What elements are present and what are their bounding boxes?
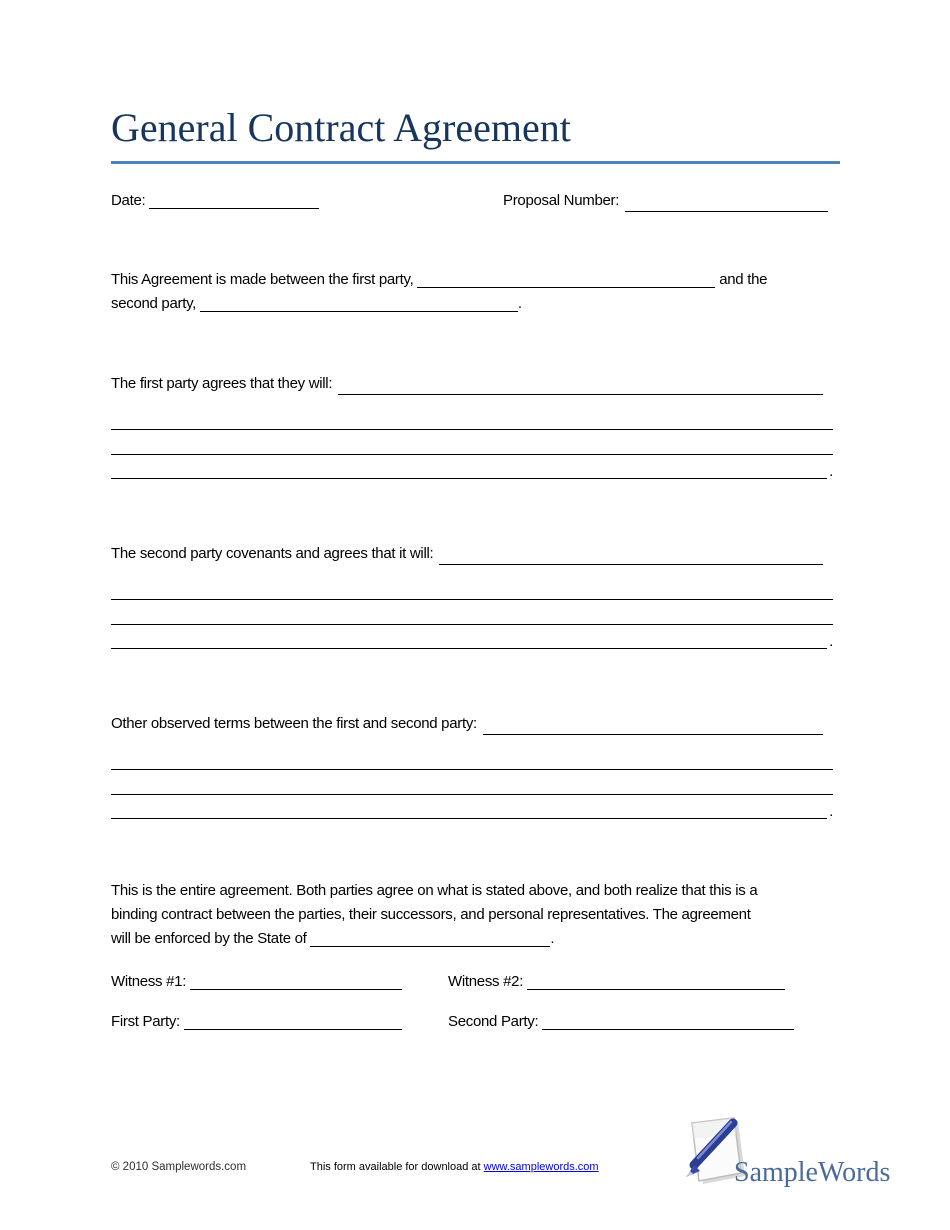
section-label: The second party covenants and agrees that it will: — [111, 545, 434, 562]
fill-in-blank[interactable] — [483, 713, 823, 735]
second-party-name-blank[interactable] — [200, 295, 518, 312]
document-content — [111, 0, 833, 1033]
witness1-blank[interactable] — [190, 973, 402, 990]
parties-paragraph — [111, 268, 833, 316]
proposal-number-blank[interactable] — [625, 190, 828, 212]
entire-agreement-paragraph — [111, 879, 833, 951]
fill-in-line[interactable] — [111, 625, 827, 649]
witness2-blank[interactable] — [527, 973, 785, 990]
proposal-number-field — [503, 190, 833, 212]
date-label: Date: — [111, 192, 146, 209]
witness-signature-row — [111, 971, 833, 993]
intro-text-3: second party, — [111, 295, 197, 312]
section-label: Other observed terms between the first and second party: — [111, 715, 477, 732]
intro-text-1: This Agreement is made between the first party, — [111, 271, 414, 288]
fill-in-line[interactable] — [111, 455, 827, 479]
date-blank[interactable] — [149, 192, 319, 209]
state-blank[interactable] — [310, 930, 550, 947]
download-notice — [310, 1160, 599, 1174]
fill-in-blank[interactable] — [439, 543, 823, 565]
fill-in-line[interactable] — [111, 770, 833, 795]
closing-text-line1: This is the entire agreement. Both parties agree on what is stated above, and both realize that this is a — [111, 882, 758, 899]
first-party-terms-section — [111, 373, 833, 479]
closing-period: . — [550, 930, 555, 947]
trailing-period: . — [829, 633, 833, 650]
proposal-number-label: Proposal Number: — [503, 192, 620, 209]
second-party-field — [448, 1011, 794, 1033]
samplewords-link[interactable]: www.samplewords.com — [483, 1161, 599, 1173]
section-label: The first party agrees that they will: — [111, 375, 333, 392]
trailing-period: . — [829, 463, 833, 480]
fill-in-line[interactable] — [111, 405, 833, 430]
page-title: General Contract Agreement — [111, 105, 571, 150]
fill-in-blank[interactable] — [338, 373, 823, 395]
fill-in-line[interactable] — [111, 430, 833, 455]
first-party-field — [111, 1011, 448, 1033]
intro-text-2: and the — [719, 271, 768, 288]
first-party-blank[interactable] — [184, 1013, 402, 1030]
date-field — [111, 190, 503, 212]
fill-in-line[interactable] — [111, 600, 833, 625]
copyright-text: © 2010 Samplewords.com — [111, 1161, 247, 1173]
second-party-blank[interactable] — [542, 1013, 794, 1030]
title-underline-rule — [111, 161, 840, 164]
witness1-label: Witness #1: — [111, 973, 187, 990]
first-party-label: First Party: — [111, 1013, 180, 1030]
witness2-label: Witness #2: — [448, 973, 524, 990]
closing-text-line2: binding contract between the parties, their successors, and personal representatives. The agreement — [111, 906, 751, 923]
first-party-name-blank[interactable] — [417, 271, 715, 288]
witness2-field — [448, 971, 785, 993]
fill-in-line[interactable] — [111, 575, 833, 600]
second-party-terms-section — [111, 543, 833, 649]
samplewords-logo — [676, 1114, 890, 1197]
second-party-label: Second Party: — [448, 1013, 539, 1030]
trailing-period: . — [829, 803, 833, 820]
intro-period: . — [517, 295, 522, 312]
party-signature-row — [111, 1011, 833, 1033]
fill-in-line[interactable] — [111, 745, 833, 770]
fill-in-line[interactable] — [111, 795, 827, 819]
closing-text-line3: will be enforced by the State of — [111, 930, 307, 947]
download-notice-text: This form available for download at — [310, 1161, 481, 1173]
other-terms-section — [111, 713, 833, 819]
logo-wordmark: SampleWords — [734, 1157, 891, 1188]
date-proposal-row — [111, 190, 833, 212]
witness1-field — [111, 971, 448, 993]
